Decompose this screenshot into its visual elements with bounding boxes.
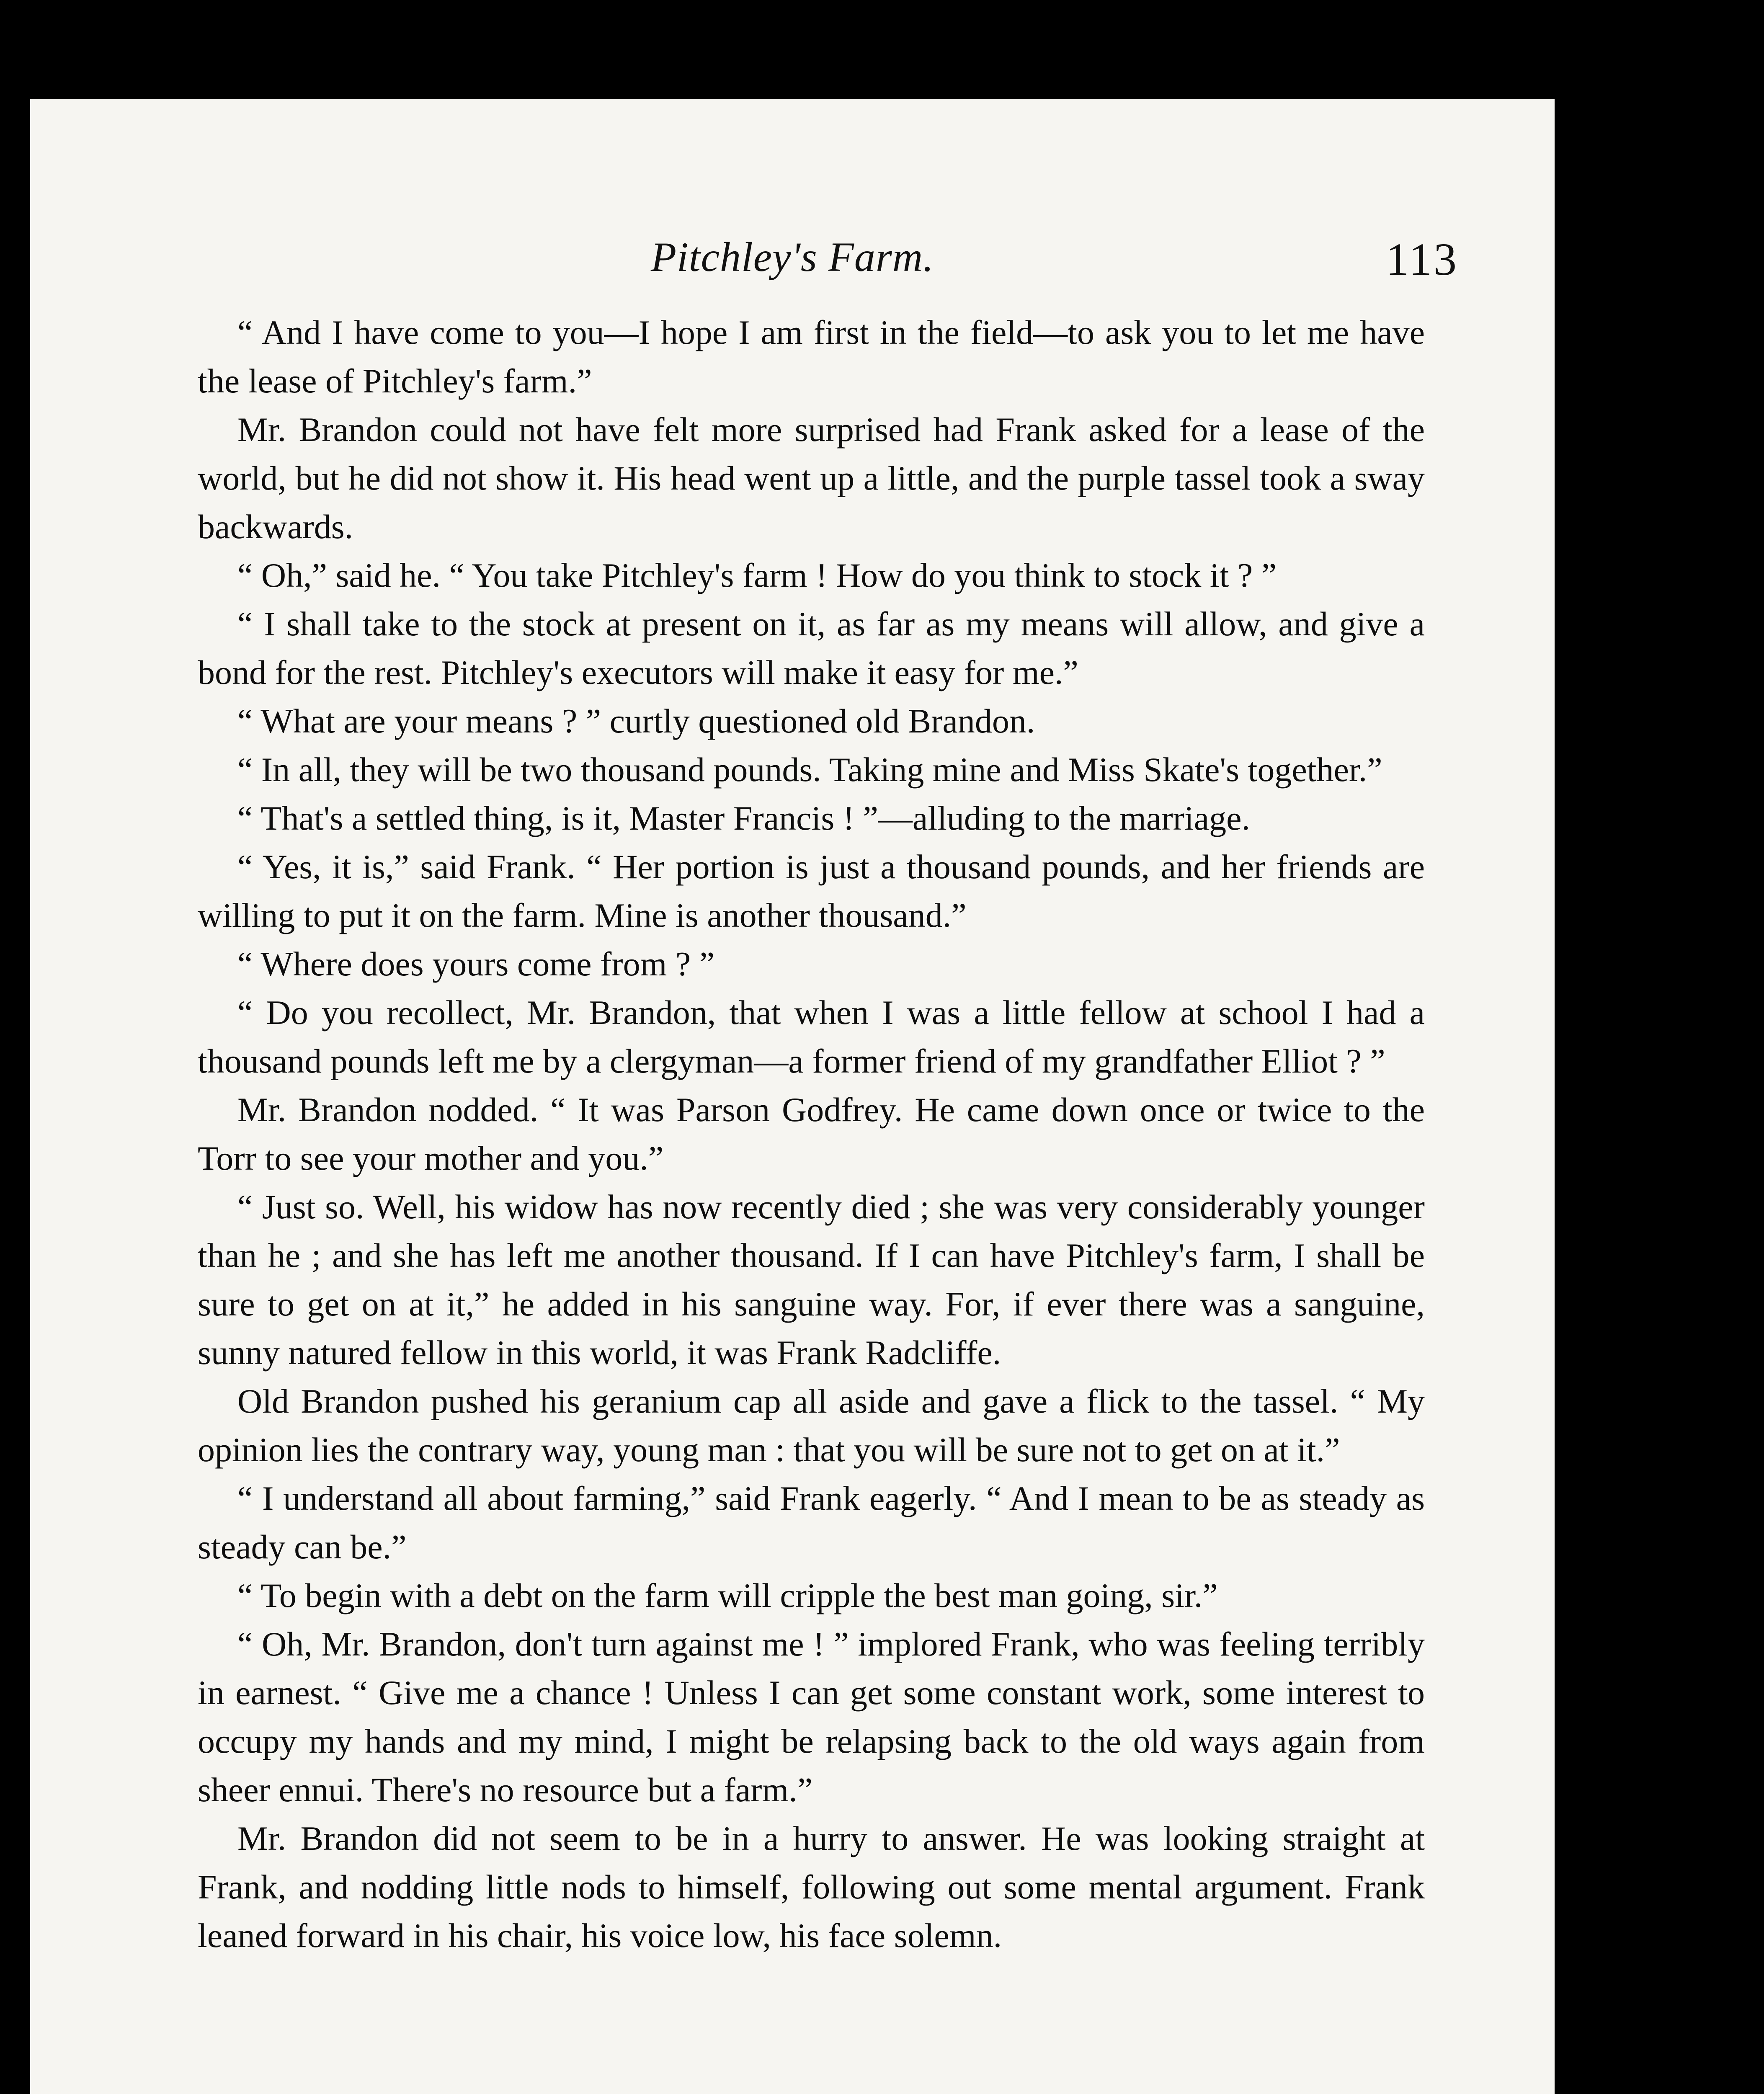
paragraph: “ Just so. Well, his widow has now recently died ; she was very considerably younger than he ; and she has left me another thousand. If I can have Pitchley's farm, I shall be sure to get on at it,” he added in his sanguine way. For, if ever there was a sanguine, sunny natured fellow in this world, it was Frank Radcliffe. bbox=[198, 1188, 1425, 1372]
running-title: Pitchley's Farm. bbox=[650, 234, 934, 280]
paragraph: “ To begin with a debt on the farm will cripple the best man going, sir.” bbox=[237, 1576, 1218, 1614]
paragraph: Mr. Brandon could not have felt more surprised had Frank asked for a lease of the world, but he did not show it. His head went up a little, and the purple tassel took a sway backwards. bbox=[198, 410, 1425, 546]
paragraph: “ Do you recollect, Mr. Brandon, that when I was a little fellow at school I had a thousand pounds left me by a clergyman—a former friend of my grandfather Elliot ? ” bbox=[198, 993, 1425, 1080]
paragraph: Old Brandon pushed his geranium cap all aside and gave a flick to the tassel. “ My opinion lies the contrary way, young man : that you will be sure not to get on at it.” bbox=[198, 1382, 1425, 1469]
paragraph: Mr. Brandon did not seem to be in a hurry to answer. He was looking straight at Frank, and nodding little nods to himself, following out some mental argument. Frank leaned forward in his chair, his voice low, his face solemn. bbox=[198, 1819, 1425, 1955]
paragraph: “ Where does yours come from ? ” bbox=[237, 945, 715, 983]
book-page bbox=[30, 99, 1555, 2094]
paragraph: “ What are your means ? ” curtly questioned old Brandon. bbox=[237, 702, 1035, 740]
body-text bbox=[198, 308, 1425, 1960]
paragraph: “ Oh, Mr. Brandon, don't turn against me ! ” implored Frank, who was feeling terribly in earnest. “ Give me a chance ! Unless I can get some constant work, some interest to occupy my hands and my mind, I might be relapsing back to the old ways again from sheer ennui. There's no resource but a farm.” bbox=[198, 1625, 1425, 1809]
paragraph: “ Yes, it is,” said Frank. “ Her portion is just a thousand pounds, and her friends are willing to put it on the farm. Mine is another thousand.” bbox=[198, 848, 1425, 934]
paragraph: “ I understand all about farming,” said Frank eagerly. “ And I mean to be as steady as steady can be.” bbox=[198, 1479, 1425, 1566]
paragraph: Mr. Brandon nodded. “ It was Parson Godfrey. He came down once or twice to the Torr to see your mother and you.” bbox=[198, 1091, 1425, 1177]
paragraph: “ And I have come to you—I hope I am first in the field—to ask you to let me have the lease of Pitchley's farm.” bbox=[198, 313, 1425, 400]
paragraph: “ Oh,” said he. “ You take Pitchley's farm ! How do you think to stock it ? ” bbox=[237, 556, 1277, 594]
page-header bbox=[30, 233, 1555, 300]
paragraph: “ I shall take to the stock at present on it, as far as my means will allow, and give a bond for the rest. Pitchley's executors will make it easy for me.” bbox=[198, 605, 1425, 691]
paragraph: “ That's a settled thing, is it, Master Francis ! ”—alluding to the marriage. bbox=[237, 799, 1250, 837]
page-number: 113 bbox=[1386, 234, 1458, 285]
paragraph: “ In all, they will be two thousand pounds. Taking mine and Miss Skate's together.” bbox=[237, 750, 1382, 789]
